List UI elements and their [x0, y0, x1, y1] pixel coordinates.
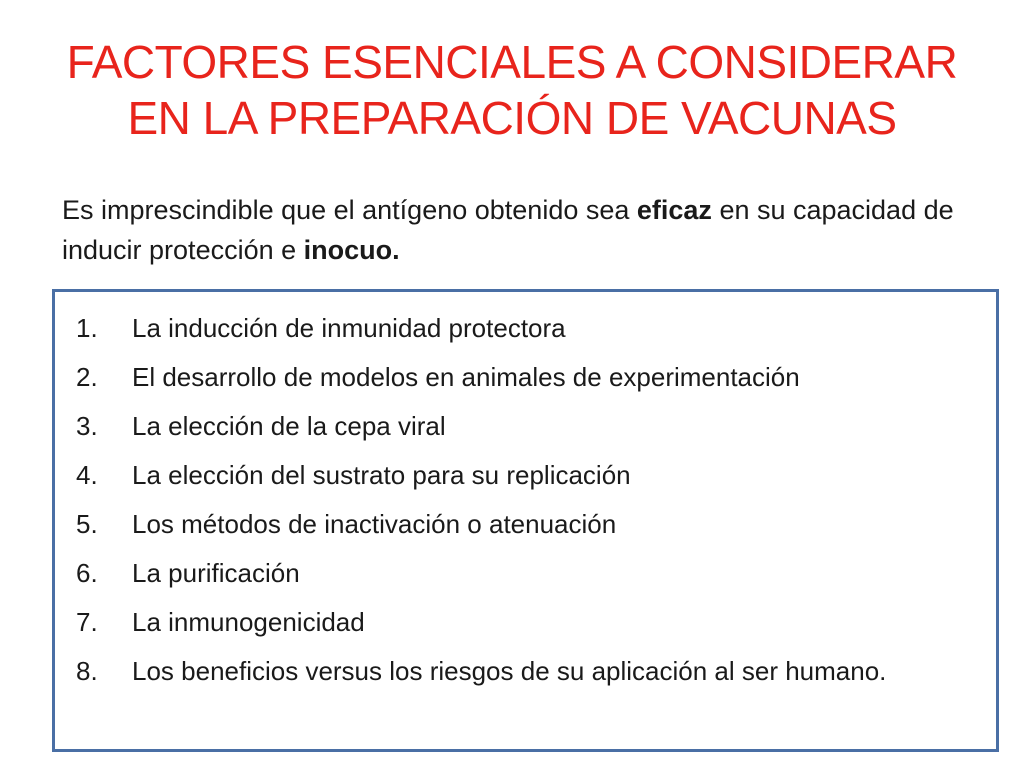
title-line-1: FACTORES ESENCIALES A CONSIDERAR — [66, 36, 958, 88]
list-item-number: 6. — [76, 558, 98, 588]
intro-bold-inocuo: inocuo. — [303, 235, 400, 265]
intro-bold-eficaz: eficaz — [636, 195, 712, 225]
list-item-text: Los métodos de inactivación o atenuación — [132, 509, 617, 539]
list-item-number: 1. — [76, 313, 98, 343]
list-item — [72, 508, 978, 541]
list-item-text: La purificación — [132, 558, 300, 588]
list-item-text: La inmunogenicidad — [132, 607, 365, 637]
slide-title — [40, 34, 984, 146]
list-item-text: Los beneficios versus los riesgos de su aplicación al ser humano. — [132, 656, 887, 686]
list-item-number: 5. — [76, 509, 98, 539]
list-item-text: La elección del sustrato para su replicación — [132, 460, 631, 490]
intro-text-1: Es imprescindible que el antígeno obtenido sea — [62, 195, 637, 225]
list-item-text: La elección de la cepa viral — [132, 411, 446, 441]
list-item — [72, 557, 978, 590]
list-item-text: La inducción de inmunidad protectora — [132, 313, 566, 343]
list-item-text: El desarrollo de modelos en animales de experimentación — [132, 362, 800, 392]
list-item-number: 3. — [76, 411, 98, 441]
title-line-2: EN LA PREPARACIÓN DE VACUNAS — [127, 92, 897, 144]
factors-list — [72, 312, 978, 704]
intro-paragraph — [62, 190, 982, 270]
list-item — [72, 361, 978, 394]
list-item — [72, 655, 978, 688]
list-item — [72, 312, 978, 345]
list-item-number: 2. — [76, 362, 98, 392]
list-item-number: 4. — [76, 460, 98, 490]
list-item — [72, 459, 978, 492]
list-item — [72, 410, 978, 443]
list-item — [72, 606, 978, 639]
list-item-number: 7. — [76, 607, 98, 637]
list-item-number: 8. — [76, 656, 98, 686]
intro-text-2: en su capacidad de inducir protección e — [62, 195, 954, 265]
